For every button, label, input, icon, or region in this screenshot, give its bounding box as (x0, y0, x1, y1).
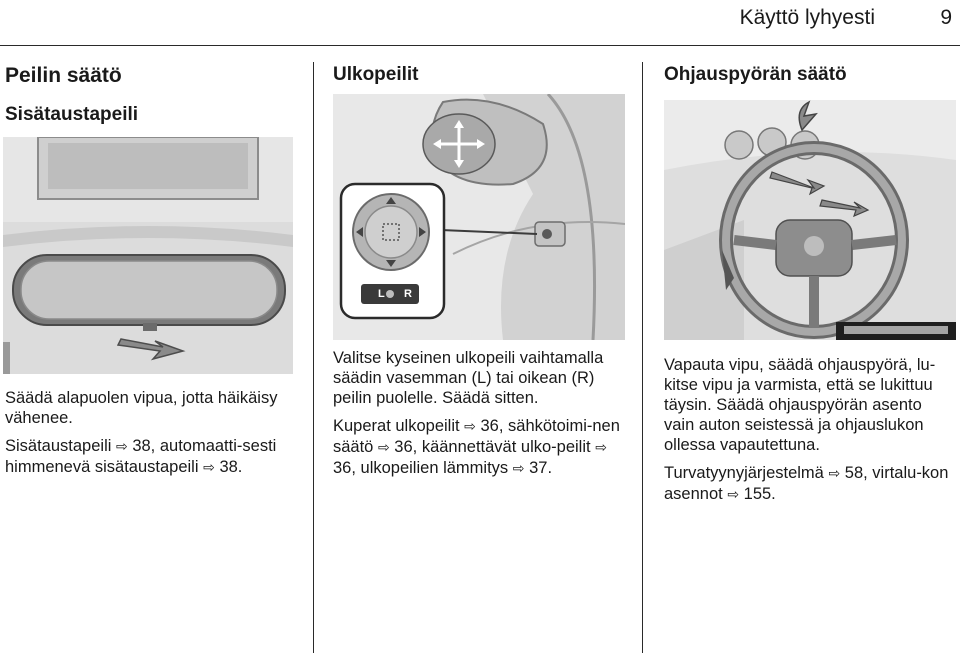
section-title: Käyttö lyhyesti (739, 6, 875, 29)
switch-left-label: L (378, 288, 385, 300)
xref-arrow-icon: ⇨ (116, 439, 128, 455)
col2-paragraph-2: Kuperat ulkopeilit ⇨ 36, sähkötoimi-nen säätö ⇨ 36, käännettävät ulko-peilit ⇨ 36, ulkopeilien lämmitys ⇨ 37. (333, 417, 620, 477)
col3-body (664, 355, 954, 513)
xref-arrow-icon: ⇨ (377, 440, 390, 456)
xref-arrow-icon: ⇨ (512, 461, 525, 477)
heading-interior-mirror: Sisätaustapeili (5, 104, 139, 125)
column-divider-2 (642, 62, 643, 653)
page-header (0, 0, 960, 46)
column-divider-1 (313, 62, 314, 653)
heading-steering-wheel-adjust: Ohjauspyörän säätö (664, 64, 847, 85)
col2-body (333, 348, 631, 487)
xref-arrow-icon: ⇨ (203, 460, 215, 476)
page-number: 9 (940, 6, 952, 29)
heading-exterior-mirrors: Ulkopeilit (333, 64, 419, 85)
exterior-mirror-illustration (333, 94, 625, 340)
switch-right-label: R (404, 288, 412, 300)
xref-arrow-icon: ⇨ (727, 487, 740, 503)
col3-paragraph-1: Vapauta vipu, säädä ohjauspyörä, lu-kitse vipu ja varmista, että se lukittuu täysin. Säädä ohjauspyörän asento vain auton seistessä ja ohjauslukon ollessa vapautettuna. (664, 356, 936, 454)
interior-mirror-illustration (3, 137, 293, 374)
col2-paragraph-1: Valitse kyseinen ulkopeili vaihtamalla säädin vasemman (L) tai oikean (R) peilin puolelle. Säädä sitten. (333, 349, 604, 407)
col1-paragraph-1: Säädä alapuolen vipua, jotta häikäisy vähenee. (5, 389, 278, 427)
xref-arrow-icon: ⇨ (595, 440, 607, 456)
steering-wheel-illustration (664, 100, 956, 340)
xref-arrow-icon: ⇨ (464, 419, 476, 435)
header-rule (0, 45, 960, 46)
heading-mirror-adjust: Peilin säätö (5, 64, 122, 87)
col3-paragraph-2: Turvatyynyjärjestelmä ⇨ 58, virtalu-kon asennot ⇨ 155. (664, 464, 949, 503)
xref-arrow-icon: ⇨ (828, 466, 841, 482)
col1-paragraph-2: Sisätaustapeili ⇨ 38, automaatti-sesti himmenevä sisätaustapeili ⇨ 38. (5, 437, 277, 476)
col1-body (5, 388, 303, 486)
